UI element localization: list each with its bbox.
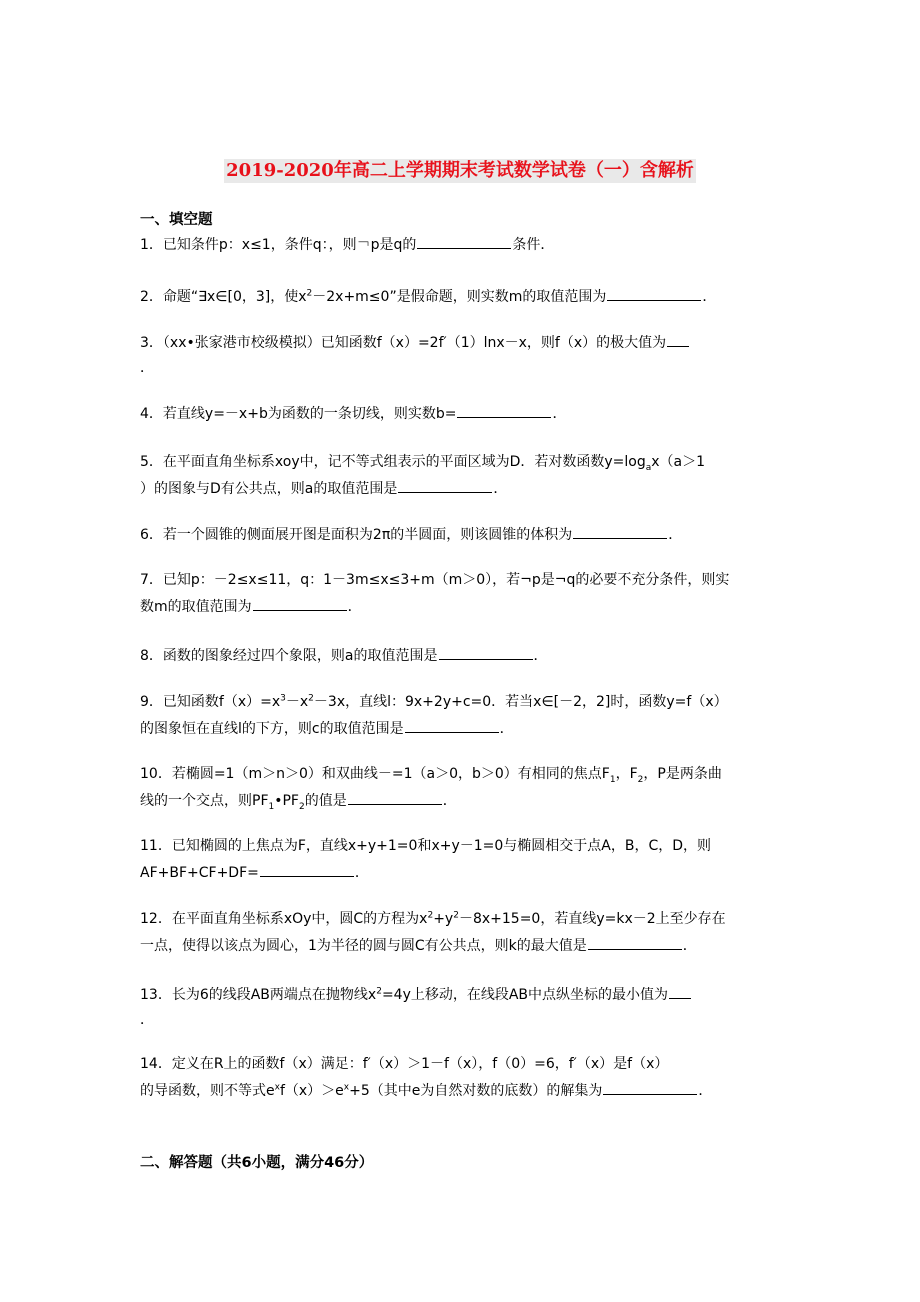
answer-blank <box>253 593 347 611</box>
answer-blank <box>439 642 533 660</box>
document-title <box>0 146 920 184</box>
question-3-line-2: ． <box>140 360 154 376</box>
question-7-line-2: 数m的取值范围为 ． <box>140 593 790 619</box>
question-10-line-1: 10．若椭圆=1（m＞n＞0）和双曲线－=1（a＞0，b＞0）有相同的焦点$F_1$，$F_2$，P是两条曲 <box>140 766 722 785</box>
question-2 <box>140 283 790 309</box>
answer-blank <box>607 283 701 301</box>
question-5-line-2: ）的图象与D有公共点，则a的取值范围是 ． <box>140 475 790 501</box>
section-heading-solutions: 二、解答题（共6小题，满分46分） <box>140 1155 374 1171</box>
question-6 <box>140 521 790 547</box>
question-11-line-2: AF+BF+CF+DF= ． <box>140 859 790 885</box>
question-10-line-2: 线的一个交点，则$PF_1•PF_2$的值是 ． <box>140 787 790 813</box>
question-13-line-2: ． <box>140 1012 154 1028</box>
question-12-line-2: 一点，使得以该点为圆心，1为半径的圆与圆C有公共点，则k的最大值是 ． <box>140 932 790 958</box>
answer-blank <box>260 859 354 877</box>
question-1 <box>140 231 790 257</box>
section-heading-fill-in: 一、填空题 <box>140 212 213 228</box>
question-3-line-1: 3．（xx•张家港市校级模拟）已知函数f（x）=2f′（1）lnx－x，则f（x）的极大值为 <box>140 329 790 355</box>
answer-blank <box>398 475 492 493</box>
answer-blank <box>667 329 689 347</box>
question-8-line-1: 8．函数的图象经过四个象限，则a的取值范围是 ． <box>140 642 790 668</box>
answer-blank <box>348 787 442 805</box>
question-1-line-1: 1．已知条件p：x≤1，条件q：，则￢p是q的 条件． <box>140 231 790 257</box>
answer-blank <box>457 400 551 418</box>
question-14-line-2: 的导函数，则不等式$e^xf(x)>e^x+5$（其中e为自然对数的底数）的解集为 ． <box>140 1077 790 1103</box>
question-13 <box>140 981 790 1033</box>
answer-blank <box>417 231 511 249</box>
question-9-line-2: 的图象恒在直线l的下方，则c的取值范围是 ． <box>140 715 790 741</box>
document-title-text: 2019-2020年高二上学期期末考试数学试卷（一）含解析 <box>226 160 694 181</box>
question-12-line-1: 12．在平面直角坐标系xOy中，圆C的方程为$x^2+y^2-8x+15=0$，若直线y=kx－2上至少存在 <box>140 910 726 927</box>
answer-blank <box>405 715 499 733</box>
question-8 <box>140 642 790 668</box>
question-5 <box>140 449 790 501</box>
question-9 <box>140 689 790 741</box>
question-3 <box>140 329 790 381</box>
question-7 <box>140 567 790 619</box>
answer-blank <box>588 932 682 950</box>
question-13-line-1: 13．长为6的线段AB两端点在抛物线$x^2=4y$上移动，在线段AB中点纵坐标的最小值为 <box>140 981 790 1007</box>
question-10 <box>140 761 790 813</box>
question-7-line-1: 7．已知p：－2≤x≤11，q：1－3m≤x≤3+m（m＞0），若¬p是¬q的必要不充分条件，则实 <box>140 572 730 588</box>
question-12 <box>140 906 790 958</box>
question-14-line-1: 14．定义在R上的函数f（x）满足：f′（x）＞1－f（x），f（0）=6，f′（x）是f（x） <box>140 1056 669 1072</box>
question-9-line-1: 9．已知函数$f(x)=x^3-x^2-3x$，直线l：9x+2y+c=0．若当x∈[－2，2]时，函数y=f（x） <box>140 693 728 710</box>
question-5-line-1: 5．在平面直角坐标系xoy中，记不等式组表示的平面区域为D．若对数函数$y=\log_ax(a>1$ <box>140 454 706 473</box>
answer-blank <box>669 981 691 999</box>
answer-blank <box>603 1077 697 1095</box>
answer-blank <box>573 521 667 539</box>
question-4-line-1: 4．若直线y=－x+b为函数的一条切线，则实数b= ． <box>140 400 790 426</box>
question-11 <box>140 833 790 885</box>
question-4 <box>140 400 790 426</box>
question-6-line-1: 6．若一个圆锥的侧面展开图是面积为2π的半圆面，则该圆锥的体积为 ． <box>140 521 790 547</box>
question-14 <box>140 1051 790 1103</box>
question-11-line-1: 11．已知椭圆的上焦点为F，直线x+y+1=0和x+y－1=0与椭圆相交于点A，B，C，D，则 <box>140 838 712 854</box>
question-2-line-1: 2．命题“∃x∈[0，3]，使$x^2-2x+m\le 0$”是假命题，则实数m的取值范围为 ． <box>140 283 790 309</box>
